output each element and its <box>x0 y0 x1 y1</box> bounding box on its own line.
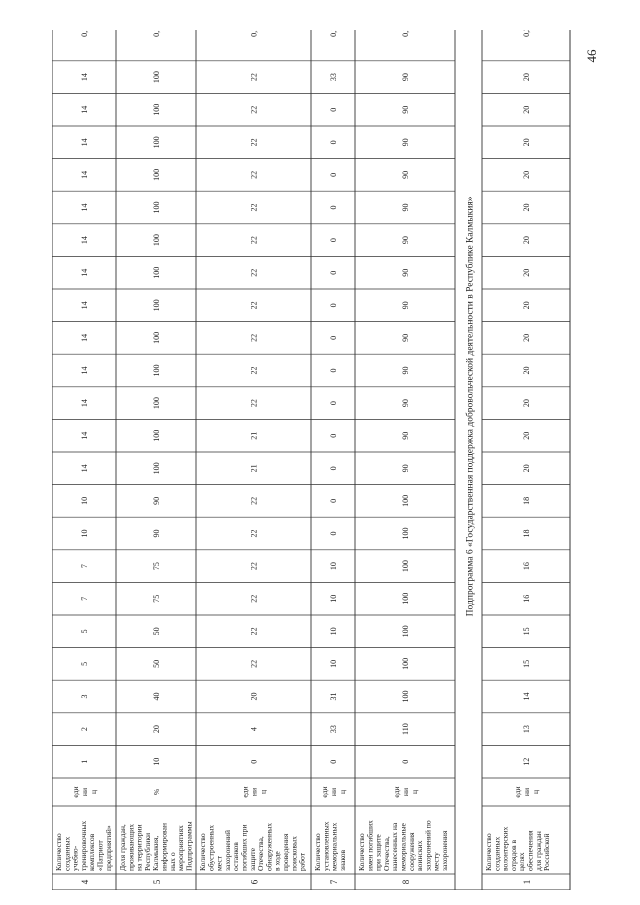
value-cell: 4 <box>249 727 259 732</box>
value-cell: 0 <box>329 205 338 210</box>
rotated-table-sheet <box>52 30 572 895</box>
value-cell: 90 <box>401 366 410 375</box>
value-cell: 100 <box>401 625 410 638</box>
value-cell: 20 <box>522 301 531 310</box>
indicator-name-line: Отечества, <box>381 836 391 871</box>
value-cell: 100 <box>152 234 161 247</box>
weight-cell: 0,1 <box>401 30 410 37</box>
indicator-name-line: захоронений <box>222 830 232 871</box>
value-cell: 75 <box>152 562 161 571</box>
value-cell: 5 <box>80 629 89 634</box>
indicator-name-line: волонтерских <box>500 826 510 871</box>
value-cell: 90 <box>401 431 410 440</box>
unit-label: ни <box>80 787 89 797</box>
indicator-name-line: комплексов <box>87 833 97 871</box>
unit-label: ц <box>89 789 98 795</box>
value-cell: 90 <box>401 333 410 342</box>
row-number: 8 <box>401 879 411 885</box>
weight-cell: 0,1 <box>80 30 89 37</box>
unit-label: еди <box>320 786 329 798</box>
value-cell: 40 <box>152 692 161 701</box>
weight-cell: 0,1 <box>249 30 259 37</box>
value-cell: 22 <box>249 496 259 505</box>
indicator-name-line: в ходе <box>272 851 282 871</box>
indicator-name-line: проведения <box>281 833 290 871</box>
value-cell: 10 <box>80 496 89 505</box>
value-cell: 14 <box>80 138 89 147</box>
indicator-name-line: Количество <box>313 833 322 871</box>
value-cell: 100 <box>401 560 410 573</box>
value-cell: 100 <box>401 494 410 507</box>
value-cell: 0 <box>329 433 338 438</box>
indicator-name-line: ных о <box>167 852 177 871</box>
value-cell: 90 <box>401 203 410 212</box>
value-cell: 31 <box>329 692 338 701</box>
indicator-name-line: Количество <box>198 833 207 871</box>
value-cell: 0 <box>329 107 338 112</box>
value-cell: 90 <box>401 236 410 245</box>
indicator-name-line: на территории <box>134 824 144 871</box>
value-cell: 0 <box>249 759 259 764</box>
value-cell: 18 <box>522 496 531 505</box>
indicator-name-line: Подпрограммы <box>184 821 194 871</box>
indicator-name-line: знаков <box>337 849 347 871</box>
value-cell: 20 <box>522 464 531 473</box>
value-cell: 0 <box>329 759 338 764</box>
unit-label: еди <box>392 786 401 798</box>
value-cell: 14 <box>80 366 89 375</box>
subprogram-title: Подпрограмма 6 «Государственная поддержка добровольческой деятельности в Республике Калмыкия» <box>465 196 476 617</box>
value-cell: 10 <box>152 757 161 766</box>
value-cell: 22 <box>249 236 259 245</box>
value-cell: 100 <box>152 266 161 279</box>
value-cell: 14 <box>80 73 89 82</box>
weight-cell: 0,1 <box>152 30 161 37</box>
indicator-name-line: тренировочных <box>78 820 88 871</box>
indicator-name-line: мест <box>214 855 224 871</box>
value-cell: 100 <box>152 71 161 84</box>
value-cell: 100 <box>152 168 161 181</box>
value-cell: 100 <box>152 331 161 344</box>
indicator-table <box>52 30 572 890</box>
value-cell: 22 <box>249 333 259 342</box>
value-cell: 2 <box>80 727 89 732</box>
value-cell: 33 <box>329 725 338 734</box>
value-cell: 0 <box>329 498 338 503</box>
value-cell: 22 <box>249 138 259 147</box>
value-cell: 100 <box>152 201 161 214</box>
row-number: 7 <box>329 879 339 885</box>
value-cell: 14 <box>80 399 89 408</box>
value-cell: 10 <box>329 627 338 636</box>
indicator-name-line: проживающих <box>126 823 136 871</box>
row-number: 6 <box>249 879 260 885</box>
indicator-name-line: предприятий» <box>103 825 113 871</box>
indicator-name-line: Количество <box>484 833 493 871</box>
indicator-name-line: месту <box>431 852 441 871</box>
value-cell: 20 <box>522 236 531 245</box>
value-cell: 100 <box>152 364 161 377</box>
value-cell: 90 <box>401 268 410 277</box>
value-cell: 20 <box>522 138 531 147</box>
value-cell: 13 <box>522 725 531 734</box>
value-cell: 20 <box>522 366 531 375</box>
indicator-name-line: Отечества, <box>256 836 266 871</box>
value-cell: 100 <box>152 429 161 442</box>
value-cell: 10 <box>80 529 89 538</box>
indicator-name-line: воинских <box>415 840 425 871</box>
unit-label: ни <box>522 787 531 797</box>
value-cell: 100 <box>401 527 410 540</box>
indicator-name-line: обеспечения <box>525 830 535 871</box>
value-cell: 50 <box>152 627 161 636</box>
value-cell: 90 <box>401 105 410 114</box>
value-cell: 75 <box>152 594 161 603</box>
value-cell: 14 <box>80 236 89 245</box>
value-cell: 14 <box>80 333 89 342</box>
unit-label: % <box>152 788 161 796</box>
weight-cell: 0,1 <box>329 30 338 37</box>
indicator-name-line: сооружения <box>406 832 416 871</box>
unit-label: ц <box>258 789 268 795</box>
value-cell: 22 <box>249 399 259 408</box>
value-cell: 20 <box>522 203 531 212</box>
indicator-name-line: мемориальные <box>398 823 408 871</box>
value-cell: 20 <box>522 105 531 114</box>
indicator-name-line: при защите <box>373 834 383 871</box>
value-cell: 22 <box>249 562 259 571</box>
value-cell: 15 <box>522 659 531 668</box>
value-cell: 90 <box>401 170 410 179</box>
value-cell: 16 <box>522 594 531 603</box>
value-cell: 100 <box>152 397 161 410</box>
value-cell: 10 <box>329 562 338 571</box>
value-cell: 14 <box>80 170 89 179</box>
value-cell: 20 <box>522 333 531 342</box>
value-cell: 100 <box>152 299 161 312</box>
value-cell: 90 <box>152 496 161 505</box>
value-cell: 90 <box>401 464 410 473</box>
indicator-name-line: Республики <box>142 832 152 871</box>
value-cell: 14 <box>80 464 89 473</box>
unit-label: ни <box>249 787 259 797</box>
value-cell: 20 <box>249 692 259 701</box>
indicator-name-line: установленных <box>321 821 331 871</box>
indicator-name-line: для граждан <box>533 831 543 871</box>
unit-label: ни <box>329 787 338 797</box>
value-cell: 100 <box>152 103 161 116</box>
unit-label: ц <box>410 789 419 795</box>
indicator-name-line: созданных <box>62 836 72 871</box>
value-cell: 20 <box>522 431 531 440</box>
value-cell: 0 <box>329 140 338 145</box>
unit-label: ц <box>338 789 347 795</box>
indicator-name-line: захоронения <box>440 830 449 871</box>
value-cell: 10 <box>329 659 338 668</box>
value-cell: 100 <box>401 657 410 670</box>
value-cell: 22 <box>249 301 259 310</box>
value-cell: 1 <box>80 759 89 764</box>
value-cell: 22 <box>249 627 259 636</box>
value-cell: 10 <box>329 594 338 603</box>
value-cell: 22 <box>249 170 259 179</box>
indicator-name-line: нанесенных на <box>390 822 400 871</box>
indicator-name-line: Количество <box>54 833 63 871</box>
indicator-name-line: учебно- <box>70 845 80 871</box>
table-body <box>52 30 570 890</box>
indicator-name-line: Российской <box>542 833 552 871</box>
value-cell: 16 <box>522 562 531 571</box>
indicator-name-line: поисковых <box>289 836 299 871</box>
value-cell: 20 <box>522 73 531 82</box>
weight-cell: 0,3 <box>522 30 531 37</box>
value-cell: 0 <box>401 759 410 764</box>
value-cell: 22 <box>249 529 259 538</box>
indicator-name-line: мемориальных <box>329 822 339 871</box>
page-number: 46 <box>584 49 599 63</box>
indicator-name-line: информирован <box>159 823 169 871</box>
value-cell: 110 <box>401 723 410 735</box>
value-cell: 22 <box>249 366 259 375</box>
value-cell: 5 <box>80 661 89 666</box>
value-cell: 0 <box>329 531 338 536</box>
value-cell: 14 <box>522 692 531 701</box>
value-cell: 20 <box>522 399 531 408</box>
indicator-name-line: работ <box>297 852 307 871</box>
value-cell: 100 <box>401 690 410 703</box>
value-cell: 22 <box>249 594 259 603</box>
value-cell: 12 <box>522 757 531 766</box>
indicator-name-line: захоронений по <box>423 820 433 871</box>
value-cell: 90 <box>401 399 410 408</box>
value-cell: 20 <box>522 170 531 179</box>
value-cell: 0 <box>329 466 338 471</box>
value-cell: 0 <box>329 401 338 406</box>
row-number: 1 <box>522 879 532 885</box>
value-cell: 3 <box>80 694 89 699</box>
indicator-name-line: отрядов в <box>508 839 518 871</box>
value-cell: 22 <box>249 659 259 668</box>
unit-label: еди <box>513 786 522 798</box>
indicator-name-line: Доля граждан, <box>118 824 127 871</box>
indicator-name-line: погибших при <box>239 824 249 871</box>
value-cell: 14 <box>80 268 89 277</box>
indicator-name-line: «Патриот <box>95 840 105 871</box>
value-cell: 100 <box>401 592 410 605</box>
indicator-name-line: обустроенных <box>206 824 216 871</box>
value-cell: 0 <box>329 368 338 373</box>
value-cell: 100 <box>152 136 161 149</box>
value-cell: 0 <box>329 172 338 177</box>
value-cell: 33 <box>329 73 338 82</box>
value-cell: 15 <box>522 627 531 636</box>
value-cell: 22 <box>249 203 259 212</box>
indicator-name-line: Калмыкия, <box>151 835 161 871</box>
value-cell: 90 <box>401 301 410 310</box>
indicator-name-line: мероприятиях <box>176 825 186 871</box>
indicator-name-line: обнаруженных <box>264 822 274 871</box>
indicator-name-line: созданных <box>492 836 502 871</box>
indicator-name-line: целях <box>517 852 527 871</box>
value-cell: 14 <box>80 203 89 212</box>
value-cell: 22 <box>249 73 259 82</box>
value-cell: 22 <box>249 105 259 114</box>
value-cell: 14 <box>80 301 89 310</box>
value-cell: 90 <box>401 73 410 82</box>
unit-label: ни <box>401 787 410 797</box>
value-cell: 90 <box>401 138 410 147</box>
value-cell: 14 <box>80 431 89 440</box>
indicator-name-line: Количество <box>357 833 366 871</box>
value-cell: 90 <box>152 529 161 538</box>
value-cell: 21 <box>249 431 259 440</box>
value-cell: 21 <box>249 464 259 473</box>
value-cell: 0 <box>329 335 338 340</box>
unit-label: еди <box>240 786 250 798</box>
indicator-name-line: защите <box>247 848 257 871</box>
row-number: 4 <box>80 879 90 885</box>
row-number: 5 <box>152 879 162 885</box>
unit-label: ц <box>531 789 540 795</box>
unit-label: еди <box>71 786 80 798</box>
value-cell: 18 <box>522 529 531 538</box>
value-cell: 0 <box>329 270 338 275</box>
value-cell: 20 <box>152 725 161 734</box>
value-cell: 20 <box>522 268 531 277</box>
indicator-name-line: имен погибших <box>365 820 375 871</box>
value-cell: 14 <box>80 105 89 114</box>
value-cell: 7 <box>80 564 89 569</box>
value-cell: 50 <box>152 659 161 668</box>
value-cell: 0 <box>329 303 338 308</box>
value-cell: 22 <box>249 268 259 277</box>
value-cell: 100 <box>152 462 161 475</box>
indicator-name-line: останков <box>231 842 241 871</box>
value-cell: 7 <box>80 596 89 601</box>
value-cell: 0 <box>329 238 338 243</box>
